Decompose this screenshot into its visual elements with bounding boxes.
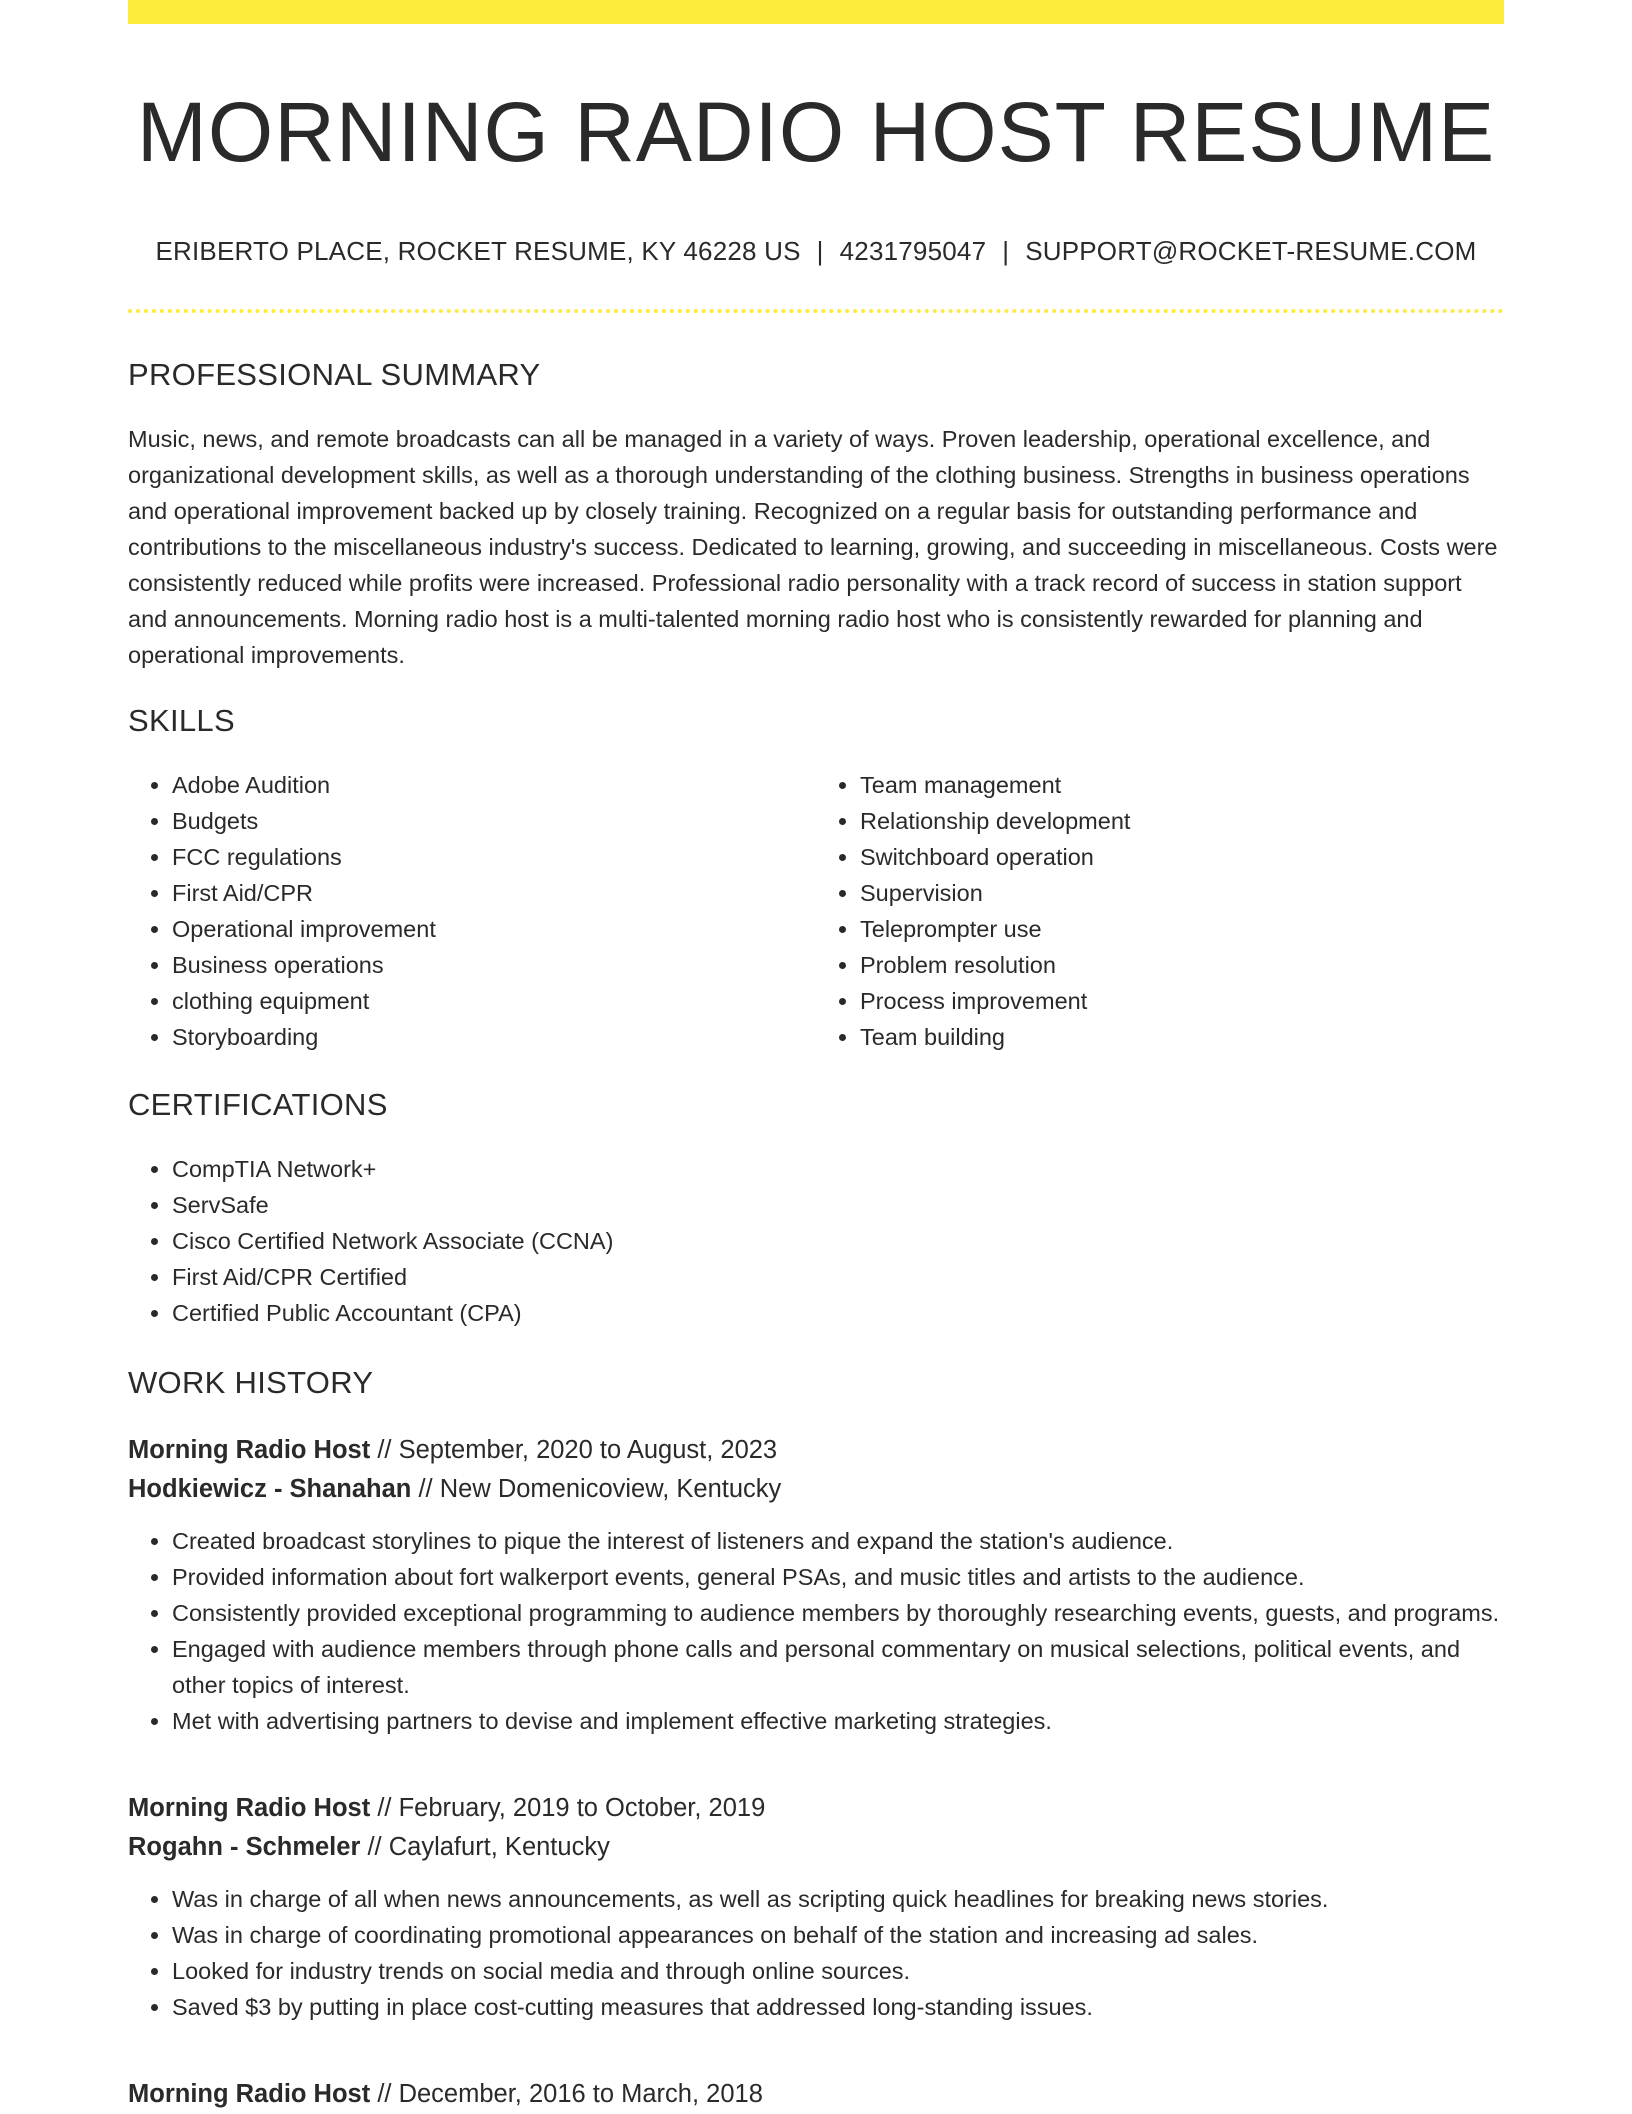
skills-list-left: [128, 767, 816, 1055]
accent-top-bar: [128, 0, 1504, 24]
job-entry: [128, 1431, 1504, 1739]
job-bullet: • Consistently provided exceptional programming to audience members by thoroughly researching events, guests, and programs.: [172, 1595, 1504, 1631]
job-dates: // February, 2019 to October, 2019: [370, 1794, 766, 1823]
job-bullet: • Saved $3 by putting in place cost-cutting measures that addressed long-standing issues.: [172, 1989, 1504, 2025]
job-location: // New Domenicoview, Kentucky: [411, 1475, 782, 1504]
job-role-line: [128, 2075, 1504, 2114]
job-location: // Caylafurt, Kentucky: [360, 1833, 610, 1862]
job-company: Rogahn - Schmeler: [128, 1833, 361, 1862]
contact-line: [128, 236, 1504, 267]
job-bullet: • Was in charge of all when news announcements, as well as scripting quick headlines for breaking news stories.: [172, 1881, 1504, 1917]
job-bullets: [128, 1881, 1504, 2025]
job-company-line: [128, 1828, 1504, 1867]
skill-item: • FCC regulations: [172, 839, 816, 875]
dotted-divider: [128, 309, 1504, 313]
skill-item: • Operational improvement: [172, 911, 816, 947]
job-bullet: • Created broadcast storylines to pique the interest of listeners and expand the station's audience.: [172, 1523, 1504, 1559]
contact-phone[interactable]: 4231795047: [839, 236, 987, 267]
job-company: Hodkiewicz - Shanahan: [128, 1475, 412, 1504]
certifications-heading: CERTIFICATIONS: [128, 1087, 388, 1123]
job-bullets: [128, 1523, 1504, 1739]
certification-item: • CompTIA Network+: [172, 1151, 1504, 1187]
job-dates: // December, 2016 to March, 2018: [370, 2080, 763, 2109]
skill-item: • First Aid/CPR: [172, 875, 816, 911]
job-entry: [128, 2075, 1504, 2114]
skill-item: • Budgets: [172, 803, 816, 839]
job-bullet: • Met with advertising partners to devise and implement effective marketing strategies.: [172, 1703, 1504, 1739]
skills-list-right: [816, 767, 1504, 1055]
summary-heading: PROFESSIONAL SUMMARY: [128, 357, 541, 393]
certification-item: • Cisco Certified Network Associate (CCNA): [172, 1223, 1504, 1259]
skill-item: • Problem resolution: [860, 947, 1504, 983]
job-role: Morning Radio Host: [128, 2080, 371, 2109]
certification-item: • First Aid/CPR Certified: [172, 1259, 1504, 1295]
contact-address: ERIBERTO PLACE, ROCKET RESUME, KY 46228 US: [155, 236, 801, 267]
summary-text: Music, news, and remote broadcasts can all be managed in a variety of ways. Proven leadership, operational excellence, and organizational development skills, as well as a thorough understanding of the clothing business. Strengths in business operations and operational improvement backed up by closely training. Recognized on a regular basis for outstanding performance and contributions to the miscellaneous industry's success. Dedicated to learning, growing, and succeeding in miscellaneous. Costs were consistently reduced while profits were increased. Professional radio personality with a track record of success in station support and announcements. Morning radio host is a multi-talented morning radio host who is consistently rewarded for planning and operational improvements.: [128, 426, 1498, 669]
job-bullet: • Was in charge of coordinating promotional appearances on behalf of the station and increasing ad sales.: [172, 1917, 1504, 1953]
contact-email[interactable]: SUPPORT@ROCKET-RESUME.COM: [1025, 236, 1477, 267]
contact-separator: |: [1002, 236, 1010, 267]
contact-separator: |: [816, 236, 824, 267]
skill-item: • Storyboarding: [172, 1019, 816, 1055]
skill-item: • Switchboard operation: [860, 839, 1504, 875]
job-role-line: [128, 1789, 1504, 1828]
job-role: Morning Radio Host: [128, 1794, 371, 1823]
skill-item: • Teleprompter use: [860, 911, 1504, 947]
certification-item: • ServSafe: [172, 1187, 1504, 1223]
skill-item: • Business operations: [172, 947, 816, 983]
skills-heading: SKILLS: [128, 703, 235, 739]
skill-item: • clothing equipment: [172, 983, 816, 1019]
certifications-list: [128, 1151, 1504, 1331]
job-bullet: • Provided information about fort walkerport events, general PSAs, and music titles and artists to the audience.: [172, 1559, 1504, 1595]
resume-page: [128, 0, 1504, 2114]
resume-title: MORNING RADIO HOST RESUME: [136, 85, 1496, 179]
job-bullet: • Engaged with audience members through phone calls and personal commentary on musical selections, political events, and other topics of interest.: [172, 1631, 1504, 1703]
skills-columns: [128, 767, 1504, 1055]
skill-item: • Relationship development: [860, 803, 1504, 839]
skill-item: • Process improvement: [860, 983, 1504, 1019]
job-company-line: [128, 1470, 1504, 1509]
job-bullet: • Looked for industry trends on social media and through online sources.: [172, 1953, 1504, 1989]
skill-item: • Team building: [860, 1019, 1504, 1055]
skill-item: • Team management: [860, 767, 1504, 803]
job-dates: // September, 2020 to August, 2023: [370, 1436, 778, 1465]
work-history-heading: WORK HISTORY: [128, 1365, 374, 1401]
certification-item: • Certified Public Accountant (CPA): [172, 1295, 1504, 1331]
skill-item: • Adobe Audition: [172, 767, 816, 803]
job-role-line: [128, 1431, 1504, 1470]
job-entry: [128, 1789, 1504, 2025]
job-role: Morning Radio Host: [128, 1436, 371, 1465]
skill-item: • Supervision: [860, 875, 1504, 911]
